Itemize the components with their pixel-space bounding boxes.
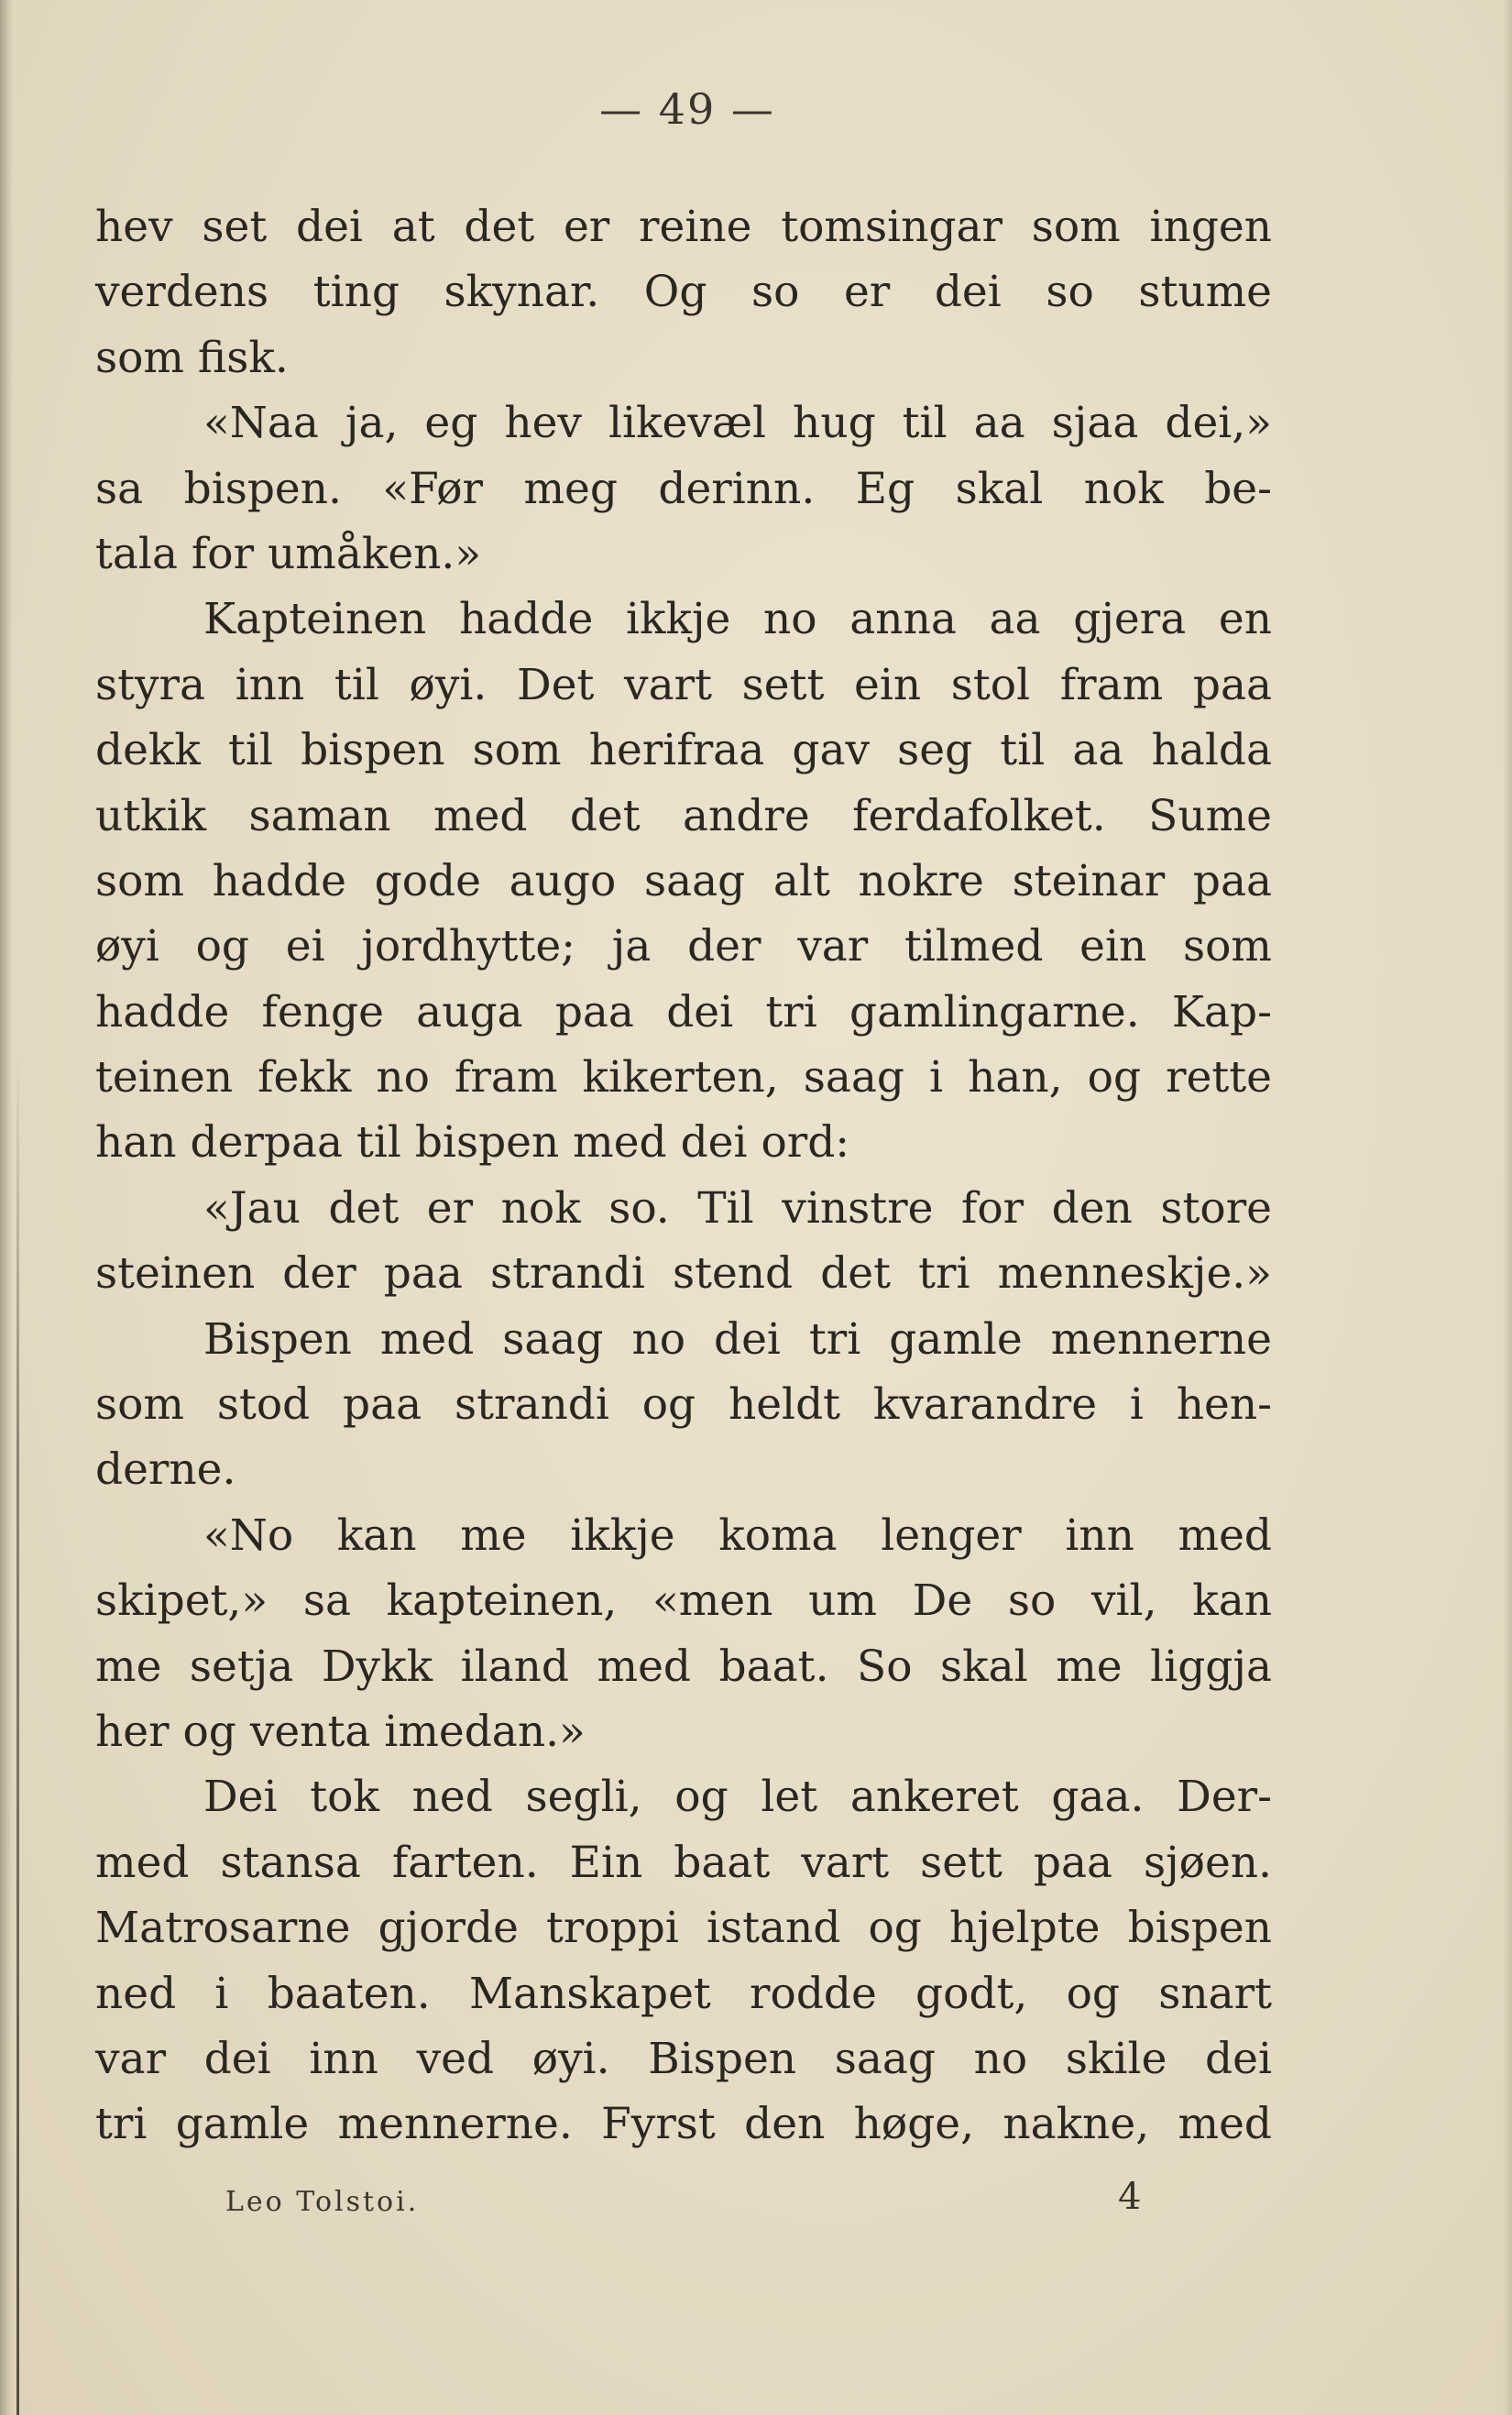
body-text [95, 194, 1272, 2157]
text-line: som fisk. [95, 332, 289, 383]
text-line: utkik saman med det andre ferdafolket. Sume [95, 790, 1272, 841]
text-line: med stansa farten. Ein baat vart sett paa sjøen. [95, 1837, 1272, 1888]
page-binding-shadow [16, 1054, 19, 2415]
text-line: som stod paa strandi og heldt kvarandre i hen- [95, 1379, 1272, 1431]
text-line: Kapteinen hadde ikkje no anna aa gjera en [203, 594, 1272, 645]
text-line: verdens ting skynar. Og so er dei so stume [95, 267, 1272, 318]
text-line: sa bispen. «Før meg derinn. Eg skal nok be- [95, 463, 1272, 514]
text-line: «Naa ja, eg hev likevæl hug til aa sjaa dei,» [203, 398, 1272, 449]
page-spine-edge [0, 0, 13, 2415]
text-line: dekk til bispen som herifraa gav seg til aa halda [95, 725, 1272, 776]
footer-signature-mark: 4 [1118, 2176, 1142, 2218]
text-line: som hadde gode augo saag alt nokre steinar paa [95, 855, 1272, 906]
text-line: styra inn til øyi. Det vart sett ein stol fram paa [95, 659, 1272, 710]
text-line: teinen fekk no fram kikerten, saag i han, og rette [95, 1052, 1272, 1103]
text-line: her og venta imedan.» [95, 1706, 586, 1757]
text-line: Dei tok ned segli, og let ankeret gaa. Der- [203, 1772, 1272, 1823]
text-line: ned i baaten. Manskapet rodde godt, og snart [95, 1968, 1272, 2019]
text-line: øyi og ei jordhytte; ja der var tilmed ein som [95, 921, 1272, 972]
text-line: hev set dei at det er reine tomsingar som ingen [95, 202, 1272, 252]
text-line: Matrosarne gjorde troppi istand og hjelpte bispen [95, 1903, 1272, 1954]
text-line: «No kan me ikkje koma lenger inn med [203, 1509, 1272, 1561]
text-line: skipet,» sa kapteinen, «men um De so vil, kan [95, 1575, 1272, 1627]
text-line: Bispen med saag no dei tri gamle mennerne [203, 1313, 1272, 1365]
page-right-edge [1503, 0, 1512, 2415]
text-line: me setja Dykk iland med baat. So skal me liggja [95, 1641, 1272, 1692]
text-line: tri gamle mennerne. Fyrst den høge, nakne, med [95, 2099, 1272, 2150]
page-number: — 49 — [599, 84, 775, 134]
text-line: tala for umåken.» [95, 528, 482, 579]
text-line: hadde fenge auga paa dei tri gamlingarne. Kap- [95, 986, 1272, 1037]
footer-author: Leo Tolstoi. [225, 2186, 420, 2218]
text-line: «Jau det er nok so. Til vinstre for den store [203, 1182, 1272, 1234]
text-line: derne. [95, 1444, 236, 1496]
text-line: var dei inn ved øyi. Bispen saag no skile dei [95, 2033, 1272, 2084]
text-line: han derpaa til bispen med dei ord: [95, 1117, 850, 1169]
text-line: steinen der paa strandi stend det tri menneskje.» [95, 1248, 1272, 1300]
